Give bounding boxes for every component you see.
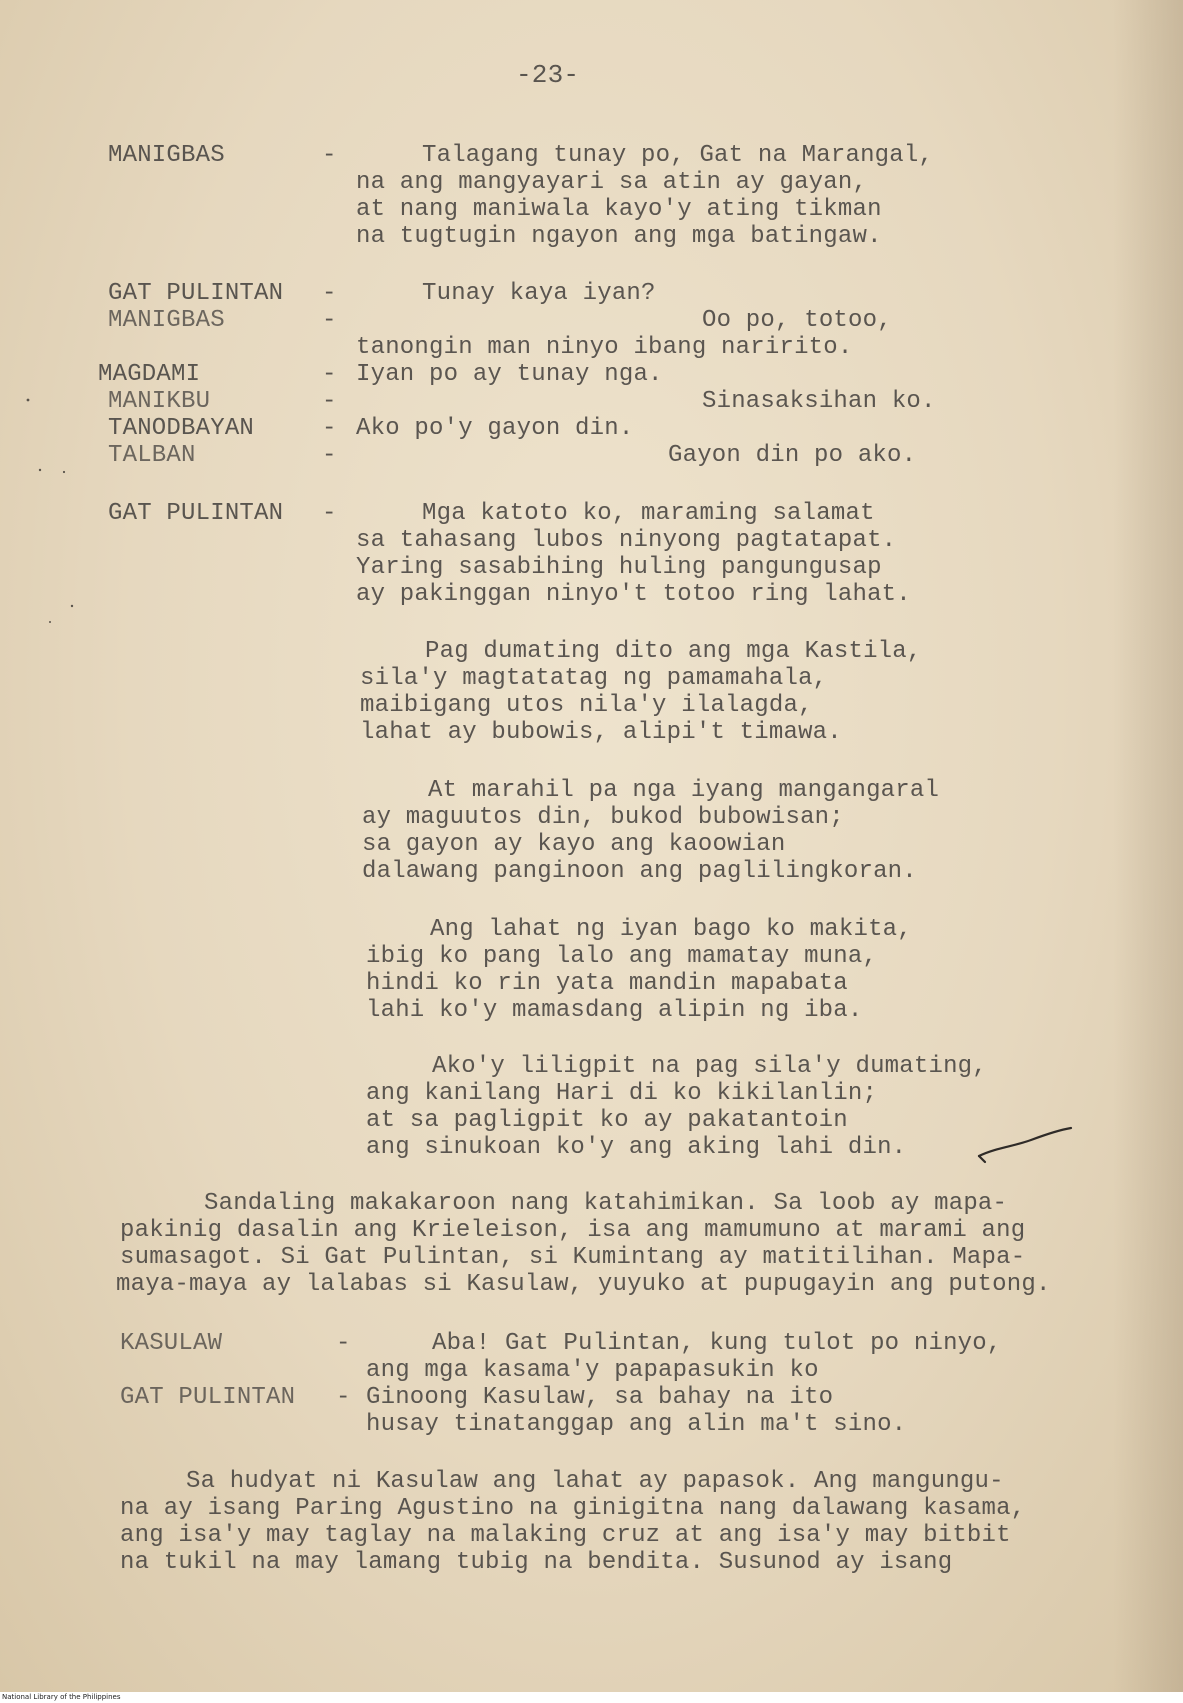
speaker-dash: -: [322, 388, 337, 415]
pen-check-mark: [975, 1126, 1075, 1166]
verse-line: ibig ko pang lalo ang mamatay muna,: [366, 943, 878, 970]
speaker-label: TANODBAYAN: [108, 415, 255, 442]
verse-line: ay pakinggan ninyo't totoo ring lahat.: [356, 581, 911, 608]
speaker-label: GAT PULINTAN: [108, 280, 284, 307]
verse-line: ang mga kasama'y papapasukin ko: [366, 1357, 819, 1384]
verse-line: Sinasaksihan ko.: [702, 388, 936, 415]
verse-line: na ang mangyayari sa atin ay gayan,: [356, 169, 868, 196]
verse-line: dalawang panginoon ang paglilingkoran.: [362, 858, 917, 885]
page-number: -23-: [516, 60, 580, 90]
speaker-dash: -: [322, 361, 337, 388]
speaker-label: GAT PULINTAN: [108, 500, 284, 527]
verse-line: sila'y magtatatag ng pamamahala,: [360, 665, 828, 692]
stage-direction-line: Sandaling makakaroon nang katahimikan. Sa loob ay mapa-: [204, 1190, 1008, 1217]
verse-line: maibigang utos nila'y ilalagda,: [360, 692, 813, 719]
verse-line: lahat ay bubowis, alipi't timawa.: [360, 719, 842, 746]
verse-line: Talagang tunay po, Gat na Marangal,: [422, 142, 934, 169]
stage-direction-line: na tukil na may lamang tubig na bendita. Susunod ay isang: [120, 1549, 953, 1576]
speaker-dash: -: [336, 1384, 351, 1411]
footer-text: National Library of the Philippines: [2, 1693, 121, 1701]
speaker-dash: -: [322, 442, 337, 469]
verse-line: at nang maniwala kayo'y ating tikman: [356, 196, 882, 223]
verse-line: husay tinatanggap ang alin ma't sino.: [366, 1411, 907, 1438]
verse-line: Aba! Gat Pulintan, kung tulot po ninyo,: [432, 1330, 1002, 1357]
speaker-dash: -: [322, 280, 337, 307]
speaker-label: MANIGBAS: [108, 307, 225, 334]
verse-line: ang sinukoan ko'y ang aking lahi din.: [366, 1134, 907, 1161]
paper-specks: [20, 360, 100, 660]
verse-line: Ako po'y gayon din.: [356, 415, 634, 442]
speaker-label: KASULAW: [120, 1330, 223, 1357]
speaker-dash: -: [322, 307, 337, 334]
verse-line: na tugtugin ngayon ang mga batingaw.: [356, 223, 882, 250]
speaker-dash: -: [322, 142, 337, 169]
verse-line: Gayon din po ako.: [668, 442, 917, 469]
stage-direction-line: ang isa'y may taglay na malaking cruz at ang isa'y may bitbit: [120, 1522, 1011, 1549]
speaker-label: GAT PULINTAN: [120, 1384, 296, 1411]
verse-line: lahi ko'y mamasdang alipin ng iba.: [366, 997, 863, 1024]
verse-line: Mga katoto ko, maraming salamat: [422, 500, 875, 527]
speaker-dash: -: [336, 1330, 351, 1357]
speaker-label: MANIKBU: [108, 388, 211, 415]
verse-line: Ang lahat ng iyan bago ko makita,: [430, 916, 912, 943]
verse-line: Ginoong Kasulaw, sa bahay na ito: [366, 1384, 834, 1411]
verse-line: sa gayon ay kayo ang kaoowian: [362, 831, 786, 858]
stage-direction-line: Sa hudyat ni Kasulaw ang lahat ay papasok. Ang mangungu-: [186, 1468, 1004, 1495]
verse-line: Oo po, totoo,: [702, 307, 892, 334]
stage-direction-line: sumasagot. Si Gat Pulintan, si Kumintang ay matitilihan. Mapa-: [120, 1244, 1026, 1271]
speaker-dash: -: [322, 415, 337, 442]
stage-direction-line: maya-maya ay lalabas si Kasulaw, yuyuko at pupugayin ang putong.: [116, 1271, 1051, 1298]
verse-line: Ako'y liligpit na pag sila'y dumating,: [432, 1053, 987, 1080]
speaker-label: TALBAN: [108, 442, 196, 469]
footer-bar: [0, 1692, 1183, 1703]
speaker-label: MAGDAMI: [98, 361, 201, 388]
verse-line: Tunay kaya iyan?: [422, 280, 656, 307]
stage-direction-line: na ay isang Paring Agustino na ginigitna nang dalawang kasama,: [120, 1495, 1026, 1522]
verse-line: at sa pagligpit ko ay pakatantoin: [366, 1107, 848, 1134]
verse-line: ang kanilang Hari di ko kikilanlin;: [366, 1080, 878, 1107]
verse-line: Pag dumating dito ang mga Kastila,: [425, 638, 922, 665]
verse-line: Yaring sasabihing huling pangungusap: [356, 554, 882, 581]
stage-direction-line: pakinig dasalin ang Krieleison, isa ang mamumuno at marami ang: [120, 1217, 1026, 1244]
verse-line: tanongin man ninyo ibang naririto.: [356, 334, 853, 361]
verse-line: sa tahasang lubos ninyong pagtatapat.: [356, 527, 897, 554]
verse-line: Iyan po ay tunay nga.: [356, 361, 663, 388]
verse-line: ay maguutos din, bukod bubowisan;: [362, 804, 844, 831]
verse-line: At marahil pa nga iyang mangangaral: [428, 777, 940, 804]
verse-line: hindi ko rin yata mandin mapabata: [366, 970, 848, 997]
speaker-label: MANIGBAS: [108, 142, 225, 169]
speaker-dash: -: [322, 500, 337, 527]
